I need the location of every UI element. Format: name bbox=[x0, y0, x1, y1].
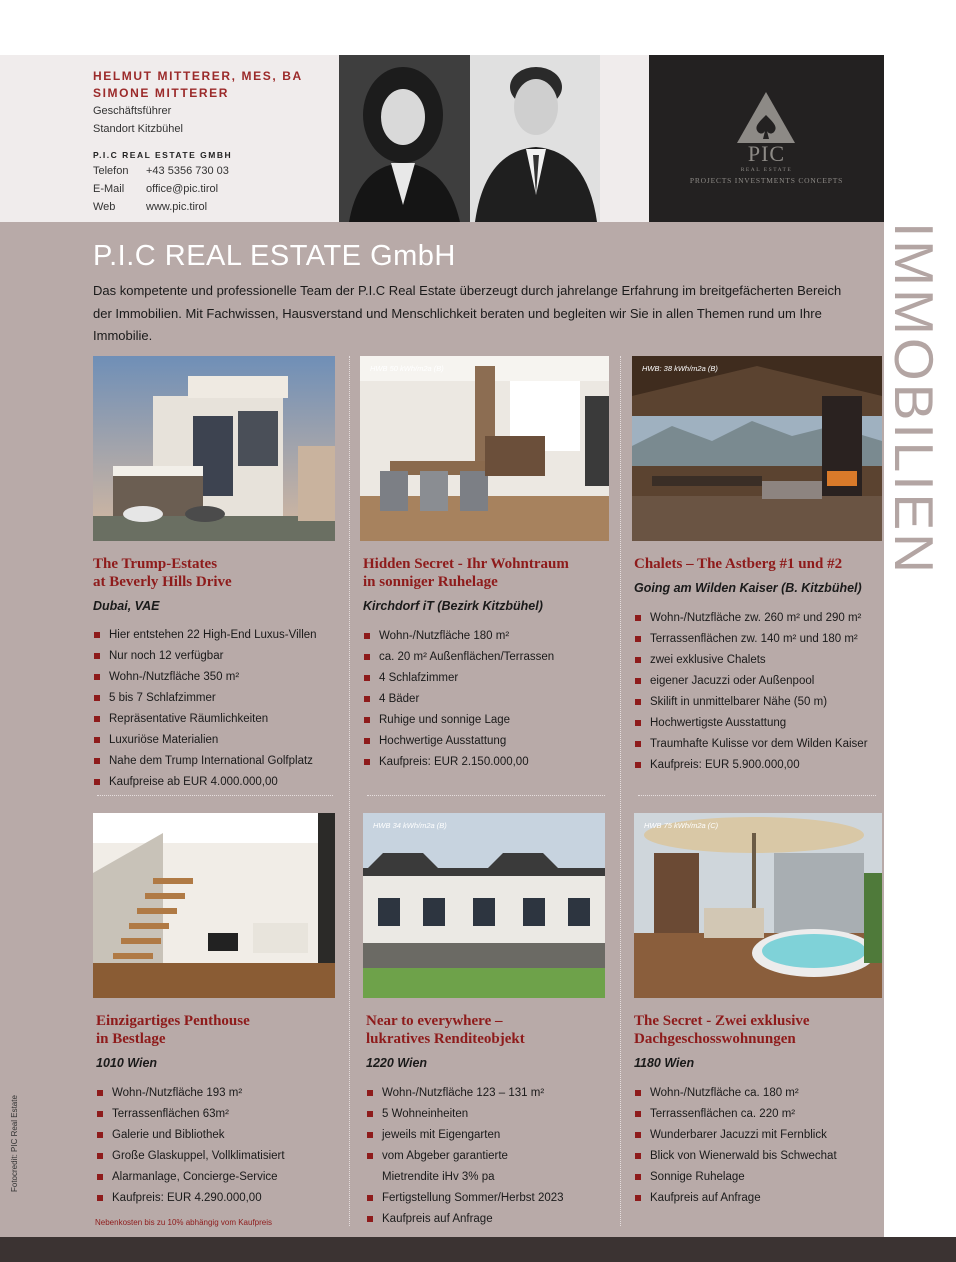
feature-item: Kaufpreis auf Anfrage bbox=[634, 1188, 837, 1209]
property-title-5[interactable] bbox=[366, 1012, 525, 1048]
energy-rating: HWB 109 kWh/m2a (D) bbox=[103, 821, 182, 830]
title-line: Chalets – The Astberg #1 und #2 bbox=[634, 556, 843, 572]
feature-item: Wohn-/Nutzfläche ca. 180 m² bbox=[634, 1083, 837, 1104]
feature-item: Skilift in unmittelbarer Nähe (50 m) bbox=[634, 692, 868, 713]
name-2: SIMONE MITTERER bbox=[93, 86, 230, 100]
property-image-5[interactable] bbox=[363, 813, 605, 998]
logo-tagline: PROJECTS INVESTMENTS CONCEPTS bbox=[689, 176, 844, 185]
feature-item: Wohn-/Nutzfläche 180 m² bbox=[363, 626, 554, 647]
logo-mark: PIC bbox=[747, 141, 786, 166]
feature-item: zwei exklusive Chalets bbox=[634, 650, 868, 671]
title-line: in sonniger Ruhelage bbox=[363, 574, 498, 590]
energy-rating: HWB 75 kWh/m2a (C) bbox=[644, 821, 719, 830]
feature-item: Traumhafte Kulisse vor dem Wilden Kaiser bbox=[634, 734, 868, 755]
property-image-3[interactable] bbox=[632, 356, 882, 541]
feature-item: vom Abgeber garantierte bbox=[366, 1146, 564, 1167]
energy-rating: HWB 34 kWh/m2a (B) bbox=[373, 821, 447, 830]
column-divider bbox=[620, 356, 621, 1226]
title-line: Dachgeschosswohnungen bbox=[634, 1031, 796, 1047]
property-location-3: Going am Wilden Kaiser (B. Kitzbühel) bbox=[634, 581, 862, 595]
property-image-1[interactable] bbox=[93, 356, 335, 541]
contact-label-email: E-Mail bbox=[93, 183, 125, 195]
feature-item: Ruhige und sonnige Lage bbox=[363, 710, 554, 731]
feature-item: 5 bis 7 Schlafzimmer bbox=[93, 688, 317, 709]
feature-list-4 bbox=[96, 1083, 285, 1209]
energy-rating: HWB: 38 kWh/m2a (B) bbox=[642, 364, 718, 373]
property-location-2: Kirchdorf iT (Bezirk Kitzbühel) bbox=[363, 599, 543, 613]
title-line: Near to everywhere – bbox=[366, 1013, 503, 1029]
feature-item: jeweils mit Eigengarten bbox=[366, 1125, 564, 1146]
feature-list-6 bbox=[634, 1083, 837, 1209]
feature-item: Luxuriöse Materialien bbox=[93, 730, 317, 751]
header-gap bbox=[600, 55, 649, 222]
feature-item: Mietrendite iHv 3% pa bbox=[382, 1171, 495, 1183]
contact-label-web: Web bbox=[93, 201, 116, 213]
feature-list-3 bbox=[634, 608, 868, 776]
property-image-2[interactable] bbox=[360, 356, 609, 541]
name-1: HELMUT MITTERER, MES, BA bbox=[93, 69, 303, 83]
photo-credit: Fotocredit: PIC Real Estate bbox=[10, 1095, 19, 1192]
role-location: Standort Kitzbühel bbox=[93, 123, 183, 135]
property-title-4[interactable] bbox=[96, 1012, 250, 1048]
feature-item: Wohn-/Nutzfläche 123 – 131 m² bbox=[366, 1083, 564, 1104]
feature-item: Alarmanlage, Concierge-Service bbox=[96, 1167, 285, 1188]
feature-item: ca. 20 m² Außenflächen/Terrassen bbox=[363, 647, 554, 668]
feature-list-1 bbox=[93, 625, 317, 793]
feature-item: Hier entstehen 22 High-End Luxus-Villen bbox=[93, 625, 317, 646]
feature-item: 4 Bäder bbox=[363, 689, 554, 710]
column-divider bbox=[349, 356, 350, 1226]
property-title-2[interactable] bbox=[363, 555, 569, 591]
feature-item: Terrassenflächen ca. 220 m² bbox=[634, 1104, 837, 1125]
property-title-6[interactable] bbox=[634, 1012, 810, 1048]
property-title-1[interactable] bbox=[93, 555, 232, 591]
feature-item: Hochwertige Ausstattung bbox=[363, 731, 554, 752]
title-line: in Bestlage bbox=[96, 1031, 166, 1047]
title-line: lukratives Renditeobjekt bbox=[366, 1031, 525, 1047]
property-location-5: 1220 Wien bbox=[366, 1056, 428, 1070]
sidebar-title-text: IMMOBILIEN bbox=[883, 222, 945, 576]
feature-item: 4 Schlafzimmer bbox=[363, 668, 554, 689]
feature-item: Wunderbarer Jacuzzi mit Fernblick bbox=[634, 1125, 837, 1146]
feature-item: Terrassenflächen zw. 140 m² und 180 m² bbox=[634, 629, 868, 650]
feature-item: Große Glaskuppel, Vollklimatisiert bbox=[96, 1146, 285, 1167]
intro-text: Das kompetente und professionelle Team der P.I.C Real Estate überzeugt durch jahrelange Erfahrung im breitgefächerten Bereich der Immobilien. Mit Fachwissen, Hausverstand und Menschlichkeit beraten und begleiten wir Sie in allen Themen rund um Ihre Immobilie. bbox=[93, 283, 842, 343]
energy-rating: HWB 50 kWh/m2a (B) bbox=[370, 364, 444, 373]
contact-names bbox=[93, 68, 303, 102]
feature-item: Sonnige Ruhelage bbox=[634, 1167, 837, 1188]
feature-item: Wohn-/Nutzfläche 350 m² bbox=[93, 667, 317, 688]
feature-item: Galerie und Bibliothek bbox=[96, 1125, 285, 1146]
company-name: P.I.C REAL ESTATE GMBH bbox=[93, 150, 233, 160]
logo-sub: REAL ESTATE bbox=[740, 167, 793, 173]
property-location-6: 1180 Wien bbox=[634, 1056, 695, 1070]
role-title: Geschäftsführer bbox=[93, 105, 172, 117]
footer-bar bbox=[0, 1237, 956, 1262]
title-line: at Beverly Hills Drive bbox=[93, 574, 232, 590]
divider bbox=[638, 795, 876, 796]
contact-phone[interactable]: +43 5356 730 03 bbox=[146, 165, 229, 177]
property-image-6[interactable] bbox=[634, 813, 882, 998]
title-line: Einzigartiges Penthouse bbox=[96, 1013, 250, 1029]
feature-item: eigener Jacuzzi oder Außenpool bbox=[634, 671, 868, 692]
feature-item: Repräsentative Räumlichkeiten bbox=[93, 709, 317, 730]
feature-list-5 bbox=[366, 1083, 564, 1230]
pic-logo bbox=[649, 55, 884, 222]
sidebar-title bbox=[884, 222, 956, 672]
feature-item: Wohn-/Nutzfläche zw. 260 m² und 290 m² bbox=[634, 608, 868, 629]
title-line: The Secret - Zwei exklusive bbox=[634, 1013, 810, 1029]
property-image-4[interactable] bbox=[93, 813, 335, 998]
feature-item: Nahe dem Trump International Golfplatz bbox=[93, 751, 317, 772]
feature-item: Kaufpreis: EUR 2.150.000,00 bbox=[363, 752, 554, 773]
title-line: Hidden Secret - Ihr Wohntraum bbox=[363, 556, 569, 572]
feature-item: Hochwertigste Ausstattung bbox=[634, 713, 868, 734]
contact-email[interactable]: office@pic.tirol bbox=[146, 183, 219, 195]
title-line: The Trump-Estates bbox=[93, 556, 218, 572]
property-location-1: Dubai, VAE bbox=[93, 599, 160, 613]
portrait-helmut bbox=[470, 55, 600, 222]
feature-item: 5 Wohneinheiten bbox=[366, 1104, 564, 1125]
contact-label-phone: Telefon bbox=[93, 165, 129, 177]
feature-item: Kaufpreis: EUR 4.290.000,00 bbox=[96, 1188, 285, 1209]
feature-item: Wohn-/Nutzfläche 193 m² bbox=[96, 1083, 285, 1104]
feature-item: Kaufpreis auf Anfrage bbox=[366, 1209, 564, 1230]
feature-item: Fertigstellung Sommer/Herbst 2023 bbox=[366, 1188, 564, 1209]
property-location-4: 1010 Wien bbox=[96, 1056, 158, 1070]
feature-item: Blick von Wienerwald bis Schwechat bbox=[634, 1146, 837, 1167]
divider bbox=[97, 795, 333, 796]
price-note: Nebenkosten bis zu 10% abhängig vom Kaufpreis bbox=[95, 1218, 272, 1227]
feature-item: Terrassenflächen 63m² bbox=[96, 1104, 285, 1125]
property-title-3[interactable] bbox=[634, 555, 842, 573]
feature-item: Kaufpreise ab EUR 4.000.000,00 bbox=[93, 772, 317, 793]
feature-list-2 bbox=[363, 626, 554, 773]
contact-web[interactable]: www.pic.tirol bbox=[146, 201, 208, 213]
divider bbox=[367, 795, 605, 796]
feature-item: Kaufpreis: EUR 5.900.000,00 bbox=[634, 755, 868, 776]
portrait-simone bbox=[339, 55, 470, 222]
page-title: P.I.C REAL ESTATE GmbH bbox=[93, 240, 456, 272]
feature-item: Nur noch 12 verfügbar bbox=[93, 646, 317, 667]
